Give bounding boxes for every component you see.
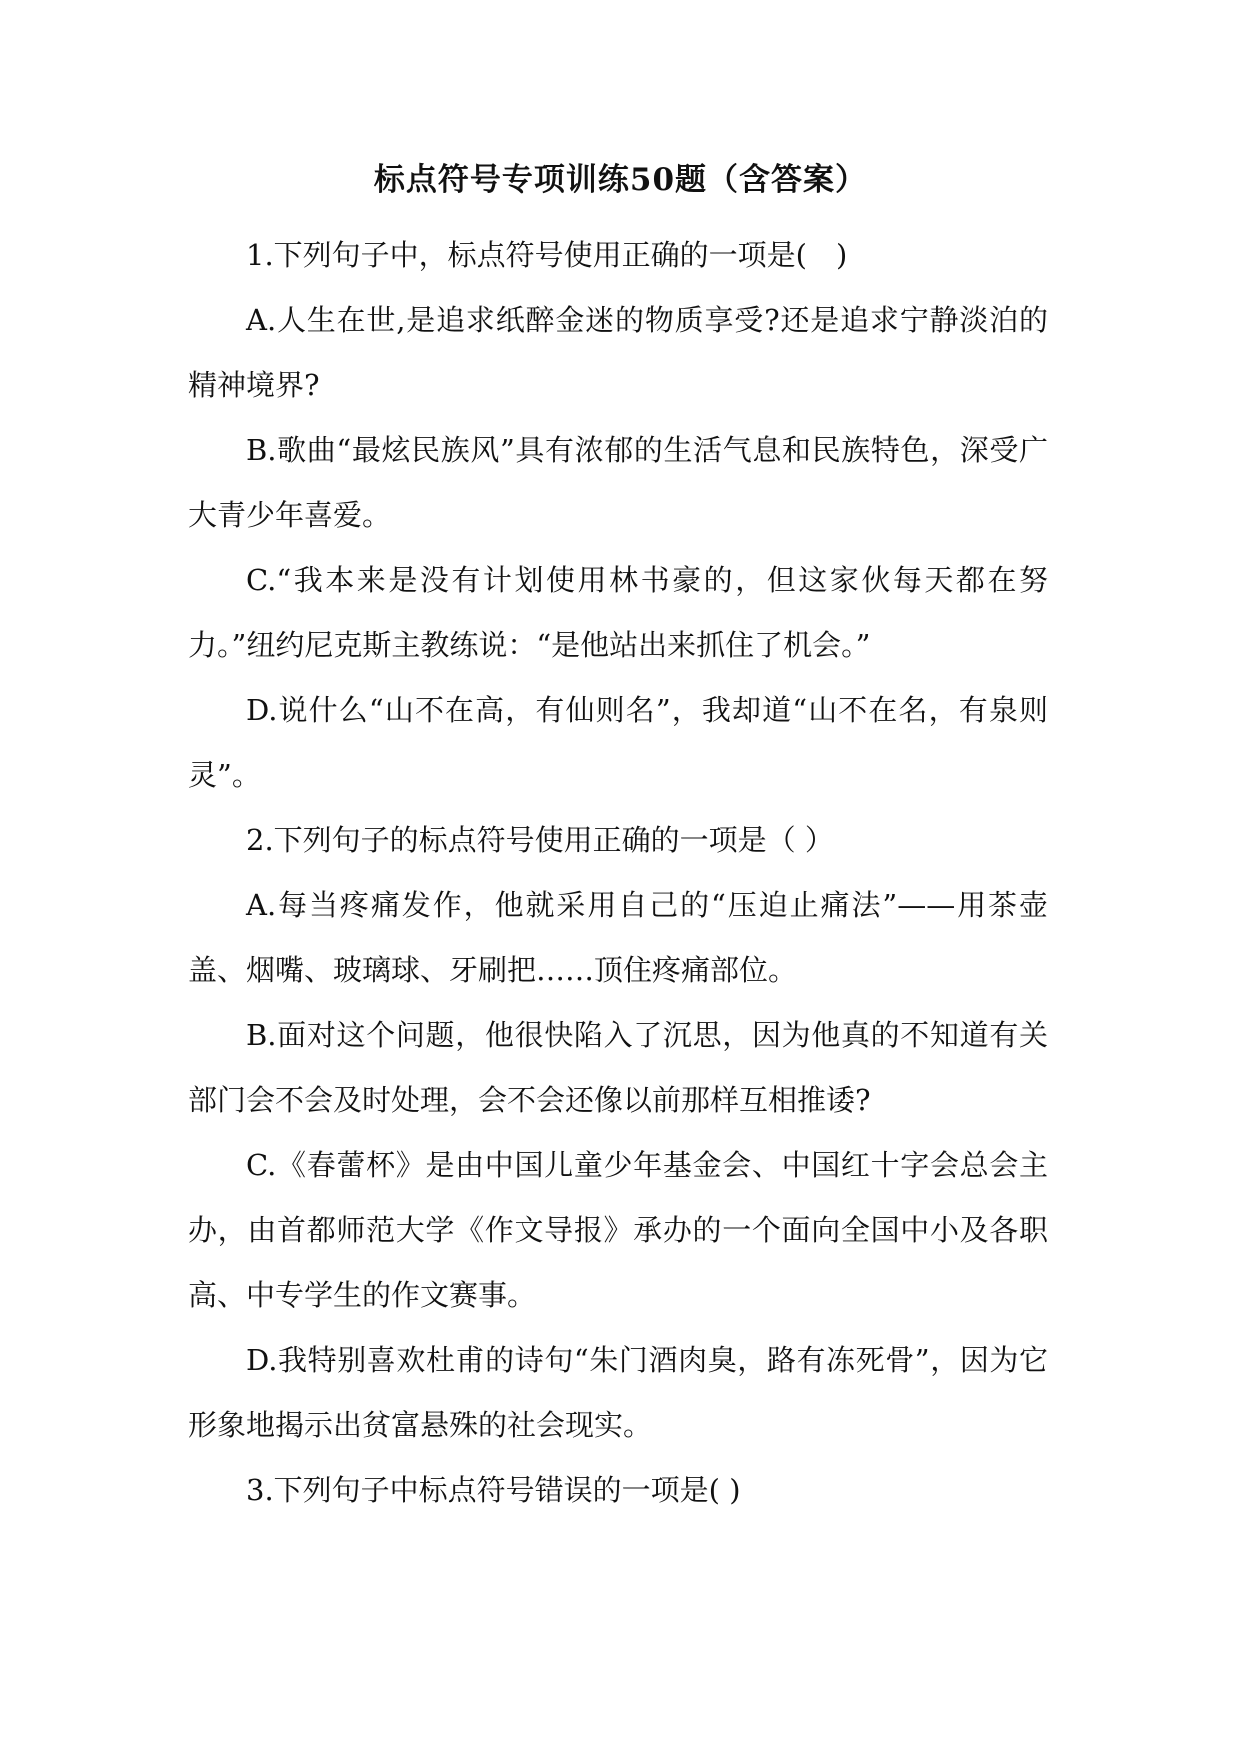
- document-title: 标点符号专项训练50题（含答案）: [373, 162, 868, 198]
- question-2-option-d: D.我特别喜欢杜甫的诗句“朱门酒肉臭，路有冻死骨”，因为它形象地揭示出贫富悬殊的社会现实。: [188, 1343, 1048, 1442]
- question-1-option-d: D.说什么“山不在高，有仙则名”，我却道“山不在名，有泉则灵”。: [188, 693, 1048, 792]
- question-1-option-a: A.人生在世,是追求纸醉金迷的物质享受?还是追求宁静淡泊的精神境界?: [188, 303, 1048, 402]
- question-2-option-c: C.《春蕾杯》是由中国儿童少年基金会、中国红十字会总会主办，由首都师范大学《作文导报》承办的一个面向全国中小及各职高、中专学生的作文赛事。: [188, 1148, 1048, 1312]
- question-1-stem: 1.下列句子中，标点符号使用正确的一项是( ): [246, 238, 848, 272]
- question-1-option-c: C.“我本来是没有计划使用林书豪的，但这家伙每天都在努力。”纽约尼克斯主教练说：“是他站出来抓住了机会。”: [188, 563, 1048, 662]
- question-2-option-b: B.面对这个问题，他很快陷入了沉思，因为他真的不知道有关部门会不会及时处理，会不会还像以前那样互相推诿?: [188, 1018, 1048, 1117]
- question-3-stem: 3.下列句子中标点符号错误的一项是( ): [246, 1473, 741, 1507]
- question-2-option-a: A.每当疼痛发作，他就采用自己的“压迫止痛法”——用茶壶盖、烟嘴、玻璃球、牙刷把……顶住疼痛部位。: [188, 888, 1048, 987]
- question-2-stem: 2.下列句子的标点符号使用正确的一项是（ ）: [246, 823, 834, 857]
- document-body: [188, 223, 1048, 1523]
- question-1-option-b: B.歌曲“最炫民族风”具有浓郁的生活气息和民族特色，深受广大青少年喜爱。: [188, 433, 1048, 532]
